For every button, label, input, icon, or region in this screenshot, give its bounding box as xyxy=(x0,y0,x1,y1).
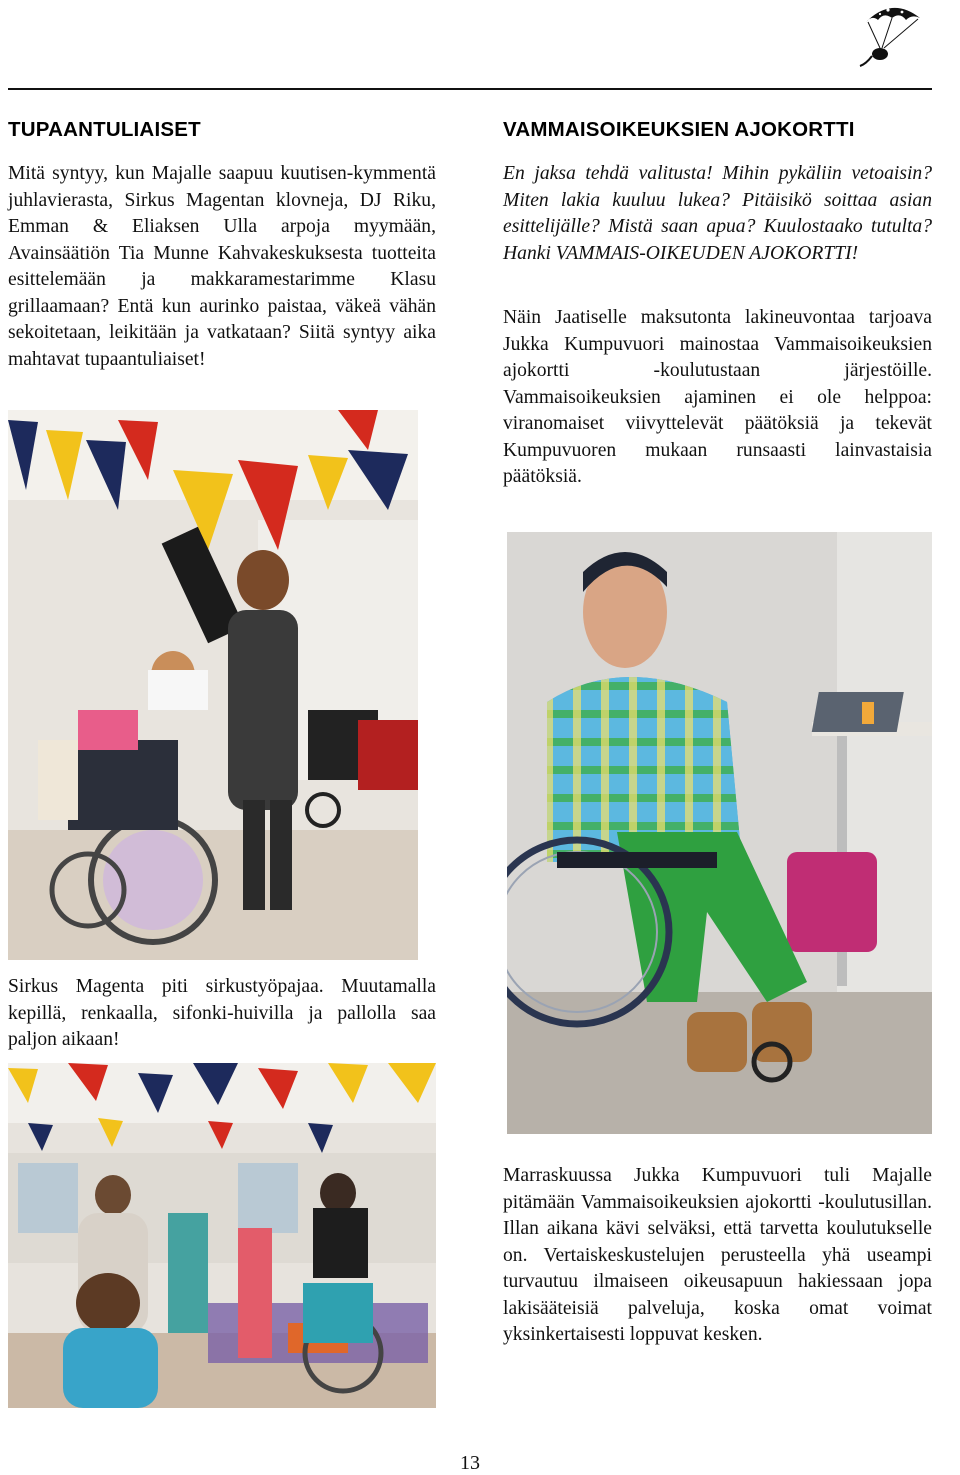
left-article-body: Mitä syntyy, kun Majalle saapuu kuutisen-kymmentä juhlavierasta, Sirkus Magentan klovneja, DJ Riku, Emman & Eliaksen Ulla arpoja myymään, Avainsäätiön Tia Munne Kahvakeskuksesta tuotteita esittelemään ja makkaramestarimme Klasu grillaamaan? Entä kun aurinko paistaa, väkeä vähän sekoitetaan, leikitään ja vatkataan? Siitä syntyy aika mahtavat tupaantuliaiset! xyxy=(8,163,436,370)
right-article-closing: Marraskuussa Jukka Kumpuvuori tuli Majalle pitämään Vammaisoikeuksien ajokortti -koulutusillan. Illan aikana kävi selväksi, että tarvetta koulutukselle on. Vertaiskeskustelujen perusteella yhä useampi turvautuu ilmaiseen oikeusapuun hakiessaan jopa lakisääteisiä palveluja, koska omat voimat yksinkertaisesti loppuvat kesken. xyxy=(503,1165,932,1345)
workshop-photo xyxy=(8,1063,436,1408)
right-article-intro: En jaksa tehdä valitusta! Mihin pykäliin vetoaisin? Miten lakia kuuluu lukea? Pitäisikö soittaa asian esittelijälle? Mistä saan apua? Kuulostaako tutulta? Hanki VAMMAIS-OIKEUDEN AJOKORTTI! xyxy=(503,163,932,264)
portrait-photo xyxy=(507,532,932,1134)
right-article-heading: VAMMAISOIKEUKSIEN AJOKORTTI xyxy=(503,118,855,141)
left-photo-caption: Sirkus Magenta piti sirkustyöpajaa. Muutamalla kepillä, renkaalla, sifonki-huivilla ja pallolla saa paljon aikaan! xyxy=(8,976,436,1050)
right-article-body: Näin Jaatiselle maksutonta lakineuvontaa tarjoava Jukka Kumpuvuori mainostaa Vammaisoikeuksien ajokortti -koulutustaan järjestöille. Vammaisoikeuksien ajaminen ei ole helppoa: viranomaiset viivyttelevät päätöksiä ja tekevät Kumpuvuoren mukaan runsaasti lainvastaisia päätöksiä. xyxy=(503,307,932,487)
logo-parachute-icon xyxy=(852,0,932,70)
page-number: 13 xyxy=(460,1452,480,1474)
header-rule xyxy=(8,88,932,90)
acrobatics-photo xyxy=(8,410,418,960)
left-article-heading: TUPAANTULIAISET xyxy=(8,118,201,141)
